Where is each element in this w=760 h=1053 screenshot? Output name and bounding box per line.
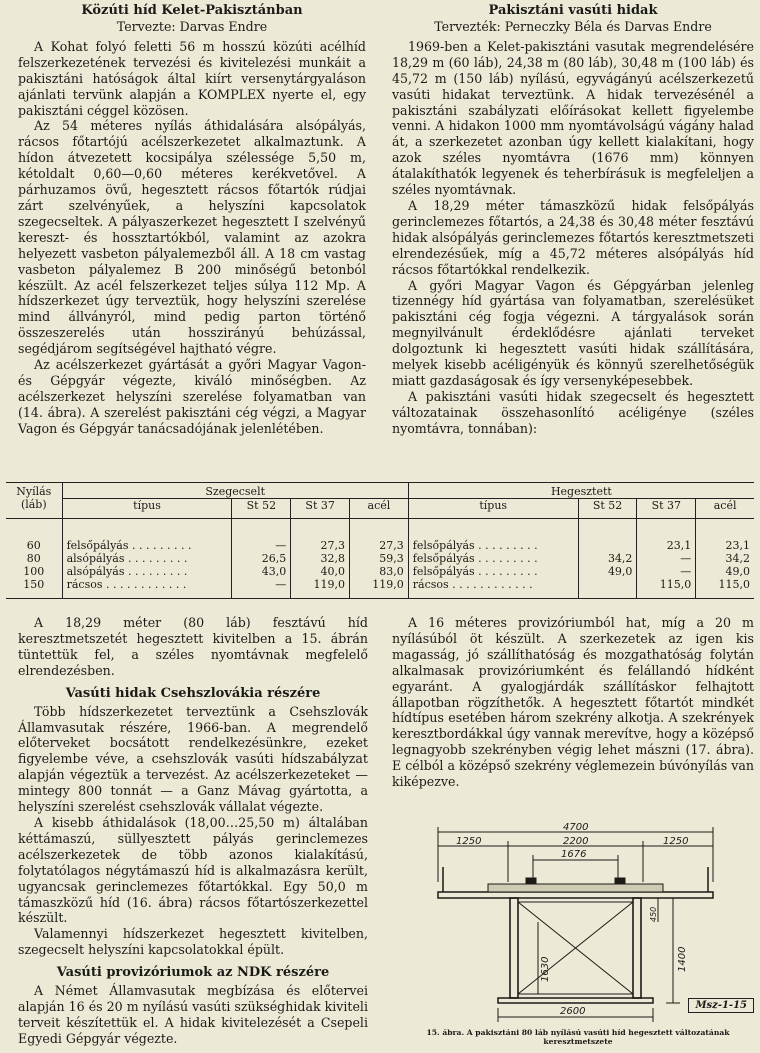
- welded-st52: 49,0: [578, 565, 637, 578]
- dim-left-label: 1250: [456, 836, 482, 847]
- welded-type-header: típus: [408, 499, 578, 518]
- riveted-type: alsópályás . . . . . . . . .: [62, 565, 232, 578]
- row-span: 150: [6, 578, 62, 598]
- dim-inner-label: 1630: [540, 956, 551, 982]
- span-header: Nyílás (láb): [6, 483, 62, 519]
- riveted-header: Szegecselt: [62, 483, 408, 499]
- table-row: [6, 552, 754, 565]
- table-row: [6, 518, 754, 552]
- riveted-type: alsópályás . . . . . . . . .: [62, 552, 232, 565]
- section-czech-title: Vasúti hidak Csehszlovákia részére: [65, 685, 321, 701]
- welded-steel: 34,2: [696, 552, 754, 565]
- provisional-bridges-paragraph: A 16 méteres provizóriumból hat, míg a 20 m nyílásúból öt készült. A szerkezetek az igen kis magasság, jó szállíthatóság és mozgathatóság folytán alkalmasak provizóriumként és felállandó hídként egyaránt. A gyalogjárdák szállításkor felhajtott állapotban rögzíthetők. A hegesztett főtartót mindkét hídtípus esetében három szekrény alkotja. A szekrények keresztbordákkal úgy vannak merevítve, hogy a középső legnagyobb szekrényben végig lehet mászni (17. ábra). E célból a középső szekrény véglemezein búvónyílás van kiképezve.: [392, 615, 754, 790]
- right-paragraph-3: A győri Magyar Vagon és Gépgyárban jelenleg tizennégy híd gyártása van folyamatban, szerelésüket pakisztáni cég fogja végezni. A tárgyalások során megnyilvánult érdeklődésre ajánlati terveket dolgoztunk ki hegesztett vasúti hidak szállítására, melyek kisebb acéligényük és könnyű szerelhetőségük miatt gazdaságosak és így versenyképesebbek.: [392, 277, 754, 388]
- riveted-steel-header: acél: [350, 499, 409, 518]
- riveted-st52: 26,5: [232, 552, 291, 565]
- right-article-byline: Tervezték: Perneczky Béla és Darvas Endre: [434, 19, 712, 34]
- left-paragraph-1: A Kohat folyó feletti 56 m hosszú közúti acélhíd felszerkezetének tervezési és kivitelezési munkáit a pakisztáni hatóságok által kiírt versenytárgyaláson ajánlati tervünk alapján a KOMPLEX nyerte el, egy pakisztáni céggel közösen.: [18, 38, 366, 118]
- riveted-st37: 40,0: [291, 565, 350, 578]
- drawing-reference-label: Msz-1-15: [688, 998, 754, 1013]
- right-paragraph-4: A pakisztáni vasúti hidak szegecselt és hegesztett változatainak összehasonlító acéligénye (széles nyomtávra, tonnában):: [392, 388, 754, 436]
- czech-paragraph-2: A kisebb áthidalások (18,00…25,50 m) általában kéttámaszú, süllyesztett pályás gerinclemezes acélszerkezetek de több azonos kialakítású, folytatólagos négytámaszú híd is alkalmazásra került, ugyancsak gerinclemezes főtartókkal. Egy 50,0 m támaszközű híd (16. ábra) rácsos főtartószerkezettel készült.: [18, 814, 368, 926]
- welded-type: felsőpályás . . . . . . . . .: [408, 565, 578, 578]
- row-span: 100: [23, 565, 45, 579]
- welded-steel: 23,1: [696, 518, 754, 552]
- dim-height-label: 1400: [677, 946, 688, 972]
- welded-type: felsőpályás . . . . . . . . .: [408, 518, 578, 552]
- welded-steel: 49,0: [696, 565, 754, 578]
- riveted-st52: —: [232, 578, 291, 598]
- riveted-st52: —: [232, 518, 291, 552]
- right-article: [392, 2, 754, 437]
- dim-gauge-label: 1676: [561, 849, 587, 860]
- dim-right-label: 1250: [663, 836, 689, 847]
- riveted-type: felsőpályás . . . . . . . . .: [62, 518, 232, 552]
- welded-type: rácsos . . . . . . . . . . . .: [408, 578, 578, 598]
- dim-bottom-label: 2600: [560, 1006, 586, 1017]
- left-paragraph-2: Az 54 méteres nyílás áthidalására alsópályás, rácsos főtartójú acélszerkezetet alkalmaztunk. A hídon átvezetett kocsipálya szélessége 5,50 m, kétoldalt 0,60—0,60 méteres kerékvetővel. A párhuzamos övű, hegesztett rácsos főtartók rúdjai zárt szelvényűek, a helyszíni kapcsolatok szegecseltek. A pályaszerkezet hegesztett I szelvényű kereszt- és hossztartókból, valamint az azokra helyezett vasbeton pályalemezből áll. A 18 cm vastag vasbeton pályalemez B 200 minőségű betonból készült. Az acél felszerkezet teljes súlya 112 Mp. A hídszerkezet úgy terveztük, hogy helyszíni szerelése mind állványról, mind pedig parton történő összeszerelés után hosszirányú behúzással, segédjárom segítségével hajtható végre.: [18, 118, 366, 357]
- left-article-title: Közúti híd Kelet-Pakisztánban: [81, 3, 303, 18]
- dim-mid-label: 2200: [563, 836, 589, 847]
- riveted-type: rácsos . . . . . . . . . . . .: [62, 578, 232, 598]
- welded-type: felsőpályás . . . . . . . . .: [408, 552, 578, 565]
- welded-st52-header: St 52: [578, 499, 637, 518]
- welded-st37: 23,1: [637, 518, 696, 552]
- welded-header: Hegesztett: [408, 483, 754, 499]
- welded-steel: 115,0: [696, 578, 754, 598]
- figure-caption: 15. ábra. A pakisztáni 80 láb nyílású vasúti híd hegesztett változatának keresztmetszete: [426, 1028, 730, 1046]
- czech-paragraph-3: Valamennyi hídszerkezet hegesztett kivitelben, szegecselt helyszíni kapcsolatokkal épült.: [18, 926, 368, 958]
- riveted-st52: 43,0: [232, 565, 291, 578]
- table-row: [6, 565, 754, 578]
- section-gdr-title: Vasúti provizóriumok az NDK részére: [56, 965, 330, 981]
- welded-st37: 115,0: [637, 578, 696, 598]
- riveted-st37: 119,0: [291, 578, 350, 598]
- figure-intro-paragraph: A 18,29 méter (80 láb) fesztávú híd keresztmetszetét hegesztett kivitelben a 15. ábrán tüntettük fel, a széles nyomtávnak megfelelő elrendezésben.: [18, 615, 368, 678]
- left-article-byline: Tervezte: Darvas Endre: [116, 19, 268, 34]
- welded-st37: —: [637, 552, 696, 565]
- gdr-paragraph-1: A Német Államvasutak megbízása és előtervei alapján 16 és 20 m nyílású vasúti szükséghidak kiviteli terveit készítettük el. A hidak kivitelezését a Csepeli Egyedi Gépgyár végezte.: [18, 983, 368, 1046]
- welded-st37-header: St 37: [637, 499, 696, 518]
- riveted-steel: 27,3: [350, 518, 409, 552]
- left-paragraph-3: Az acélszerkezet gyártását a győri Magyar Vagon- és Gépgyár végezte, kiváló minőségben. Az acélszerkezet helyszíni szerelése folyamatban van (14. ábra). A szerelést pakisztáni cég végzi, a Magyar Vagon és Gépgyár tanácsadójának jelenlétében.: [18, 357, 366, 436]
- riveted-type-header: típus: [62, 499, 232, 518]
- right-paragraph-2: A 18,29 méter támaszközű hidak felsőpályás gerinclemezes főtartós, a 24,38 és 30,48 méter fesztávú hidak alsópályás gerinclemezes főtartós keresztmetszeti elrendezésűek, míg a 45,72 méteres alsópályás híd rácsos főtartókkal rendelkezik.: [392, 197, 754, 277]
- right-article-title: Pakisztáni vasúti hidak: [488, 3, 658, 18]
- row-span: 60: [26, 538, 41, 552]
- bottom-right-column: [392, 615, 754, 790]
- czech-paragraph-1: Több hídszerkezetet terveztünk a Csehszlovák Államvasutak részére, 1966-ban. A megrendelő előterveket bocsátott rendelkezésünkre, ezeket figyelembe véve, a csehszlovák vasúti hídszabályzat alapján végeztük a tervezést. Az acélszerkezeteket — mintegy 800 tonnát — a Ganz Mávag gyártotta, a helyszíni szerelést csehszlovák vállalat végezte.: [18, 703, 368, 815]
- welded-steel-header: acél: [696, 499, 754, 518]
- welded-st52: 34,2: [578, 552, 637, 565]
- dim-total-label: 4700: [563, 822, 589, 833]
- steel-comparison-table: [6, 482, 754, 599]
- welded-st52: [578, 578, 637, 598]
- riveted-st52-header: St 52: [232, 499, 291, 518]
- bridge-cross-section-figure: [398, 822, 758, 1047]
- riveted-steel: 83,0: [350, 565, 409, 578]
- riveted-steel: 59,3: [350, 552, 409, 565]
- table-row: [6, 578, 754, 598]
- dim-small-label: 450: [649, 906, 658, 922]
- bottom-left-column: [18, 615, 368, 1047]
- welded-st52: [578, 518, 637, 552]
- welded-st37: —: [637, 565, 696, 578]
- left-article: [18, 2, 366, 437]
- riveted-st37-header: St 37: [291, 499, 350, 518]
- riveted-steel: 119,0: [350, 578, 409, 598]
- riveted-st37: 27,3: [291, 518, 350, 552]
- row-span: 80: [26, 551, 41, 565]
- right-paragraph-1: 1969-ben a Kelet-pakisztáni vasutak megrendelésére 18,29 m (60 láb), 24,38 m (80 láb), 30,48 m (100 láb) és 45,72 m (150 láb) nyílású, egyvágányú acélszerkezetű vasúti hidakat terveztünk. A hidak tervezésénél a pakisztáni szabályzati előírásokat kellett figyelembe venni. A hidakon 1000 mm nyomtávolságú vágány halad át, a szerkezetet azonban úgy kellett kialakítani, hogy azok széles nyomtávra (1676 mm) könnyen átalakíthatók legyenek és teherbírásuk is megfeleljen a széles nyomtávnak.: [392, 38, 754, 198]
- riveted-st37: 32,8: [291, 552, 350, 565]
